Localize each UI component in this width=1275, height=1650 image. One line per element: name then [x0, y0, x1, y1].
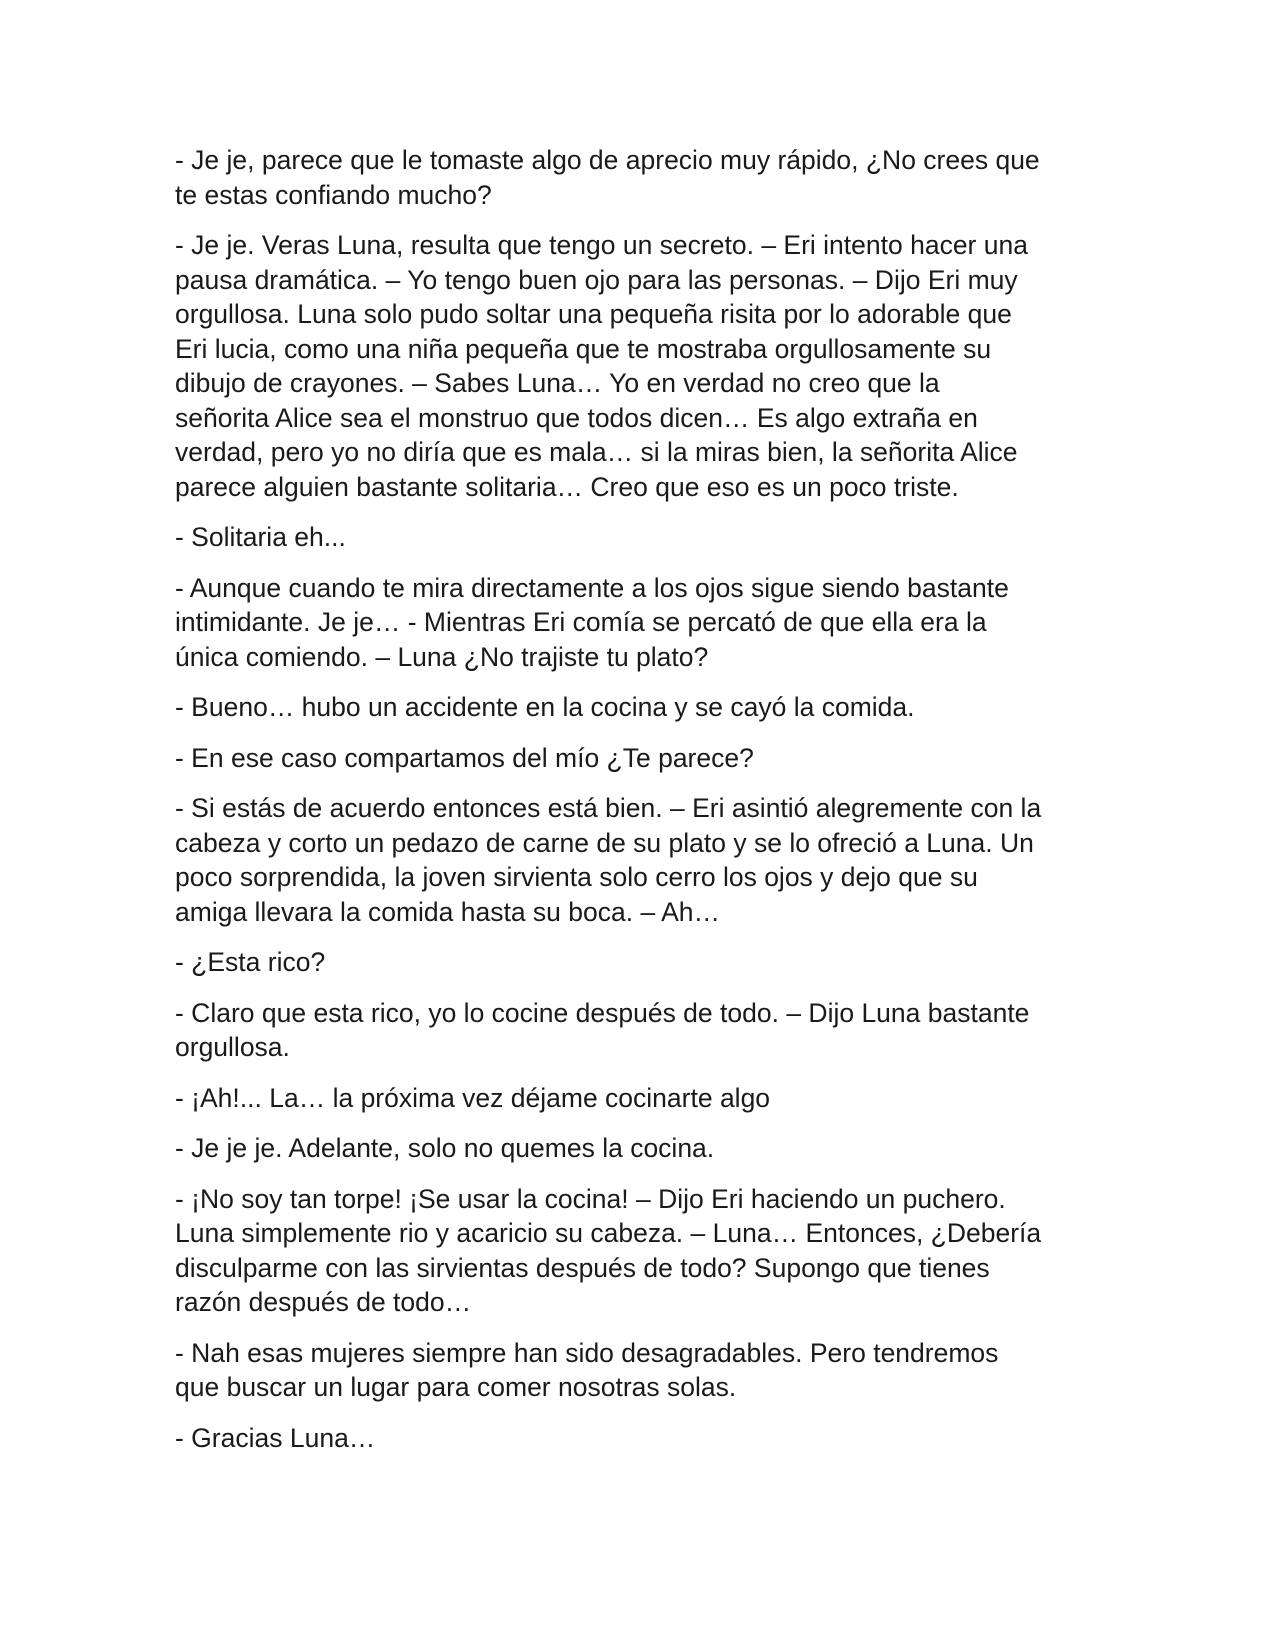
text-line: - Je je je. Adelante, solo no quemes la cocina.: [175, 1133, 715, 1163]
text-line: - ¡Ah!... La… la próxima vez déjame cocinarte algo: [175, 1082, 771, 1113]
text-line: orgullosa.: [175, 1032, 290, 1062]
text-line: te estas confiando mucho?: [175, 179, 492, 210]
paragraph: [175, 520, 1100, 555]
paragraph: [175, 945, 1100, 980]
text-line: - Si estás de acuerdo entonces está bien. – Eri asintió alegremente con la: [175, 793, 1042, 823]
text-line: - Solitaria eh...: [175, 522, 346, 552]
text-line: que buscar un lugar para comer nosotras solas.: [175, 1372, 737, 1402]
text-line: única comiendo. – Luna ¿No trajiste tu plato?: [175, 641, 709, 672]
text-line: - Gracias Luna…: [175, 1422, 376, 1453]
text-line: pausa dramática. – Yo tengo buen ojo para las personas. – Dijo Eri muy: [175, 264, 1018, 295]
text-line: dibujo de crayones. – Sabes Luna… Yo en verdad no creo que la: [175, 368, 940, 398]
text-line: razón después de todo…: [175, 1287, 472, 1317]
paragraph: [175, 1182, 1100, 1320]
text-line: señorita Alice sea el monstruo que todos dicen… Es algo extraña en: [175, 402, 978, 433]
paragraph: [175, 571, 1100, 675]
document-body: [175, 143, 1100, 1471]
text-line: Luna simplemente rio y acaricio su cabeza. – Luna… Entonces, ¿Debería: [175, 1218, 1042, 1248]
text-line: - Nah esas mujeres siempre han sido desagradables. Pero tendremos: [175, 1337, 999, 1368]
text-line: disculparme con las sirvientas después de todo? Supongo que tienes: [175, 1252, 990, 1283]
text-line: parece alguien bastante solitaria… Creo que eso es un poco triste.: [175, 471, 959, 502]
text-line: - Bueno… hubo un accidente en la cocina y se cayó la comida.: [175, 692, 915, 722]
text-line: cabeza y corto un pedazo de carne de su plato y se lo ofreció a Luna. Un: [175, 827, 1034, 858]
paragraph: [175, 1421, 1100, 1456]
paragraph: [175, 1081, 1100, 1116]
text-line: - Aunque cuando te mira directamente a los ojos sigue siendo bastante: [175, 572, 1009, 603]
paragraph: [175, 1336, 1100, 1405]
paragraph: [175, 791, 1100, 929]
paragraph: [175, 1131, 1100, 1166]
text-line: - Je je. Veras Luna, resulta que tengo un secreto. – Eri intento hacer una: [175, 230, 1028, 260]
text-line: - ¡No soy tan torpe! ¡Se usar la cocina! – Dijo Eri haciendo un puchero.: [175, 1183, 1006, 1214]
paragraph: [175, 690, 1100, 725]
text-line: Eri lucia, como una niña pequeña que te mostraba orgullosamente su: [175, 333, 992, 364]
paragraph: [175, 996, 1100, 1065]
text-line: poco sorprendida, la joven sirvienta solo cerro los ojos y dejo que su: [175, 862, 978, 892]
text-line: intimidante. Je je… - Mientras Eri comía se percató de que ella era la: [175, 607, 987, 637]
text-line: verdad, pero yo no diría que es mala… si la miras bien, la señorita Alice: [175, 437, 1018, 467]
text-line: - En ese caso compartamos del mío ¿Te parece?: [175, 742, 754, 773]
text-line: - Claro que esta rico, yo lo cocine después de todo. – Dijo Luna bastante: [175, 997, 1030, 1028]
text-line: amiga llevara la comida hasta su boca. – Ah…: [175, 896, 721, 927]
text-line: - Je je, parece que le tomaste algo de aprecio muy rápido, ¿No crees que: [175, 145, 1040, 175]
text-line: orgullosa. Luna solo pudo soltar una pequeña risita por lo adorable que: [175, 299, 1012, 329]
paragraph: [175, 143, 1100, 212]
paragraph: [175, 228, 1100, 504]
paragraph: [175, 741, 1100, 776]
text-line: - ¿Esta rico?: [175, 947, 326, 977]
